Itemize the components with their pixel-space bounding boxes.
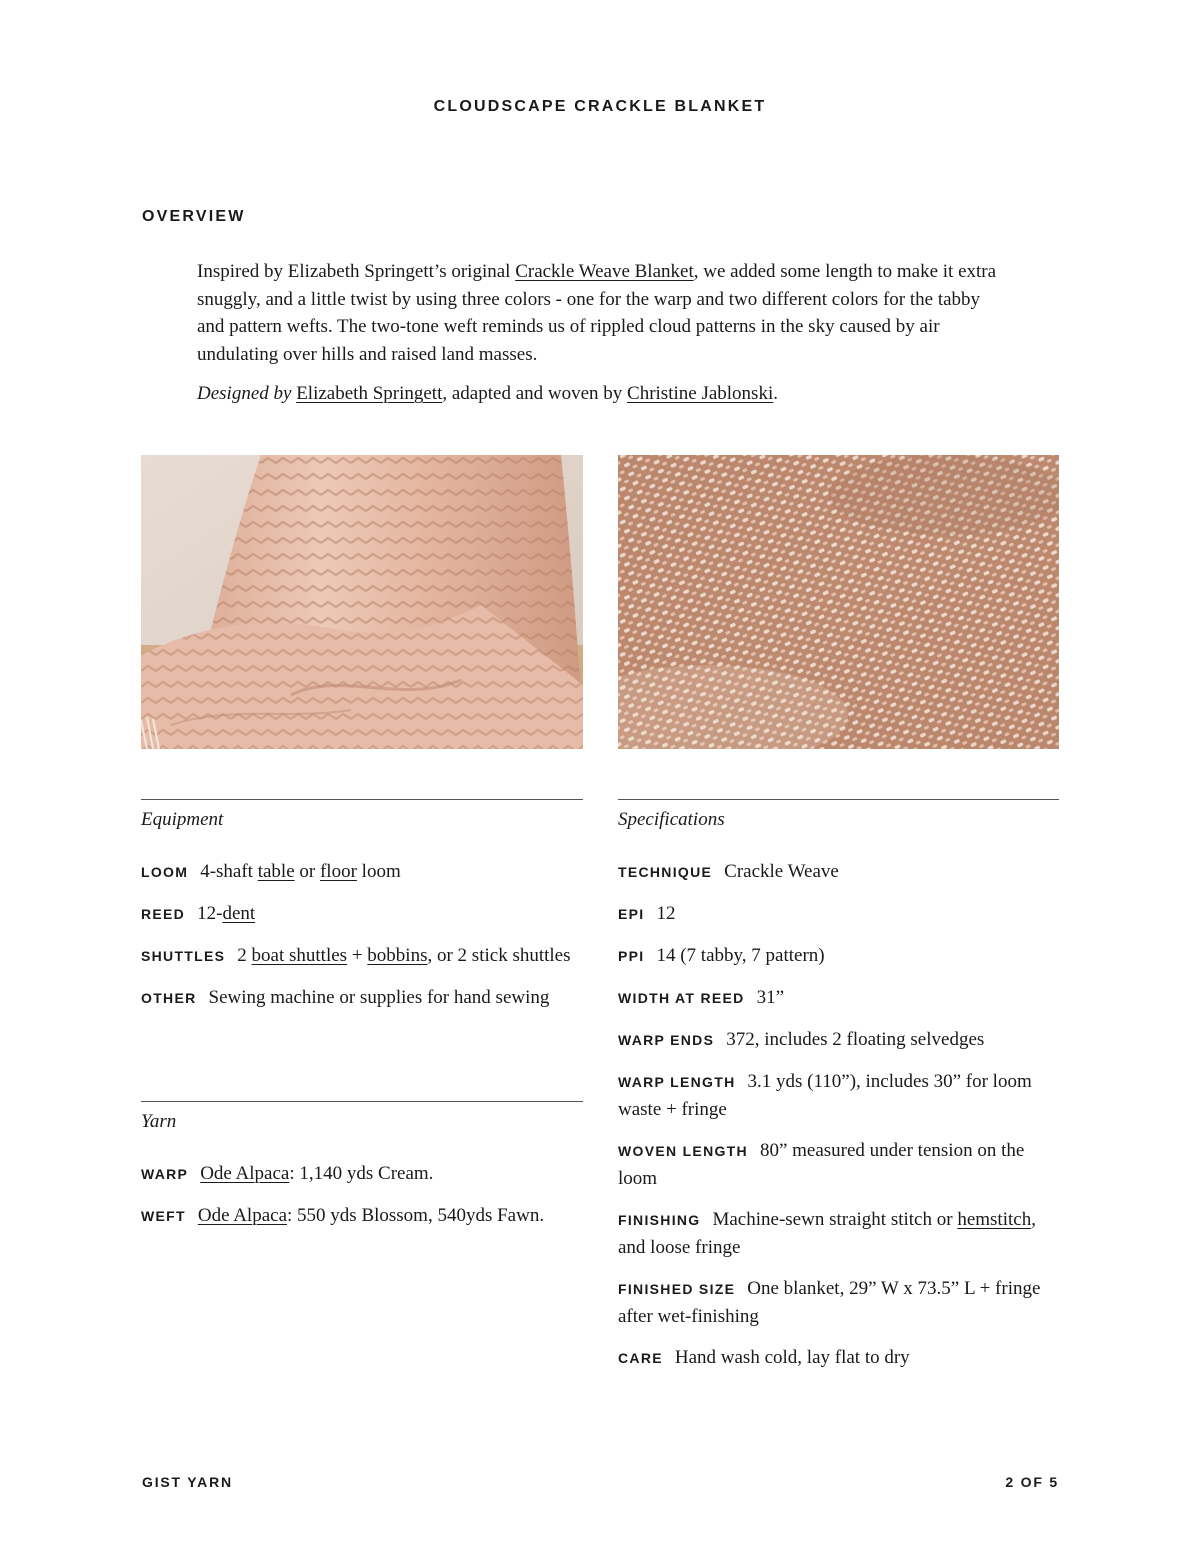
finished-size-label: FINISHED SIZE [618, 1281, 736, 1297]
reed-text: 12- [197, 903, 223, 924]
crackle-weave-blanket-link[interactable]: Crackle Weave Blanket [515, 261, 694, 282]
overview-text-start: Inspired by Elizabeth Springett’s original [197, 261, 516, 282]
overview-text-rest: , we added some length to make it extra snuggly, and a little twist by using three colors - one for the warp and two different colors for the tabby and pattern wefts. The two-tone weft reminds us of rippled cloud patterns in the sky caused by air undulating over hills and raised land masses. [197, 261, 997, 365]
warp-length-value: 3.1 yds (110”), includes 30” for loom waste + fringe [618, 1071, 1032, 1120]
epi-value: 12 [656, 903, 676, 924]
warp-ends-row [618, 1026, 1059, 1054]
weft-ode-alpaca-link[interactable]: Ode Alpaca [197, 1205, 288, 1226]
yarn-heading: Yarn [141, 1111, 177, 1132]
table-loom-link[interactable]: table [257, 861, 295, 882]
loom-or: or [294, 861, 320, 882]
other-value: Sewing machine or supplies for hand sewing [208, 987, 550, 1008]
care-label: CARE [618, 1350, 663, 1366]
equipment-divider [141, 799, 583, 800]
yarn-divider [141, 1101, 583, 1102]
equipment-list [141, 858, 583, 1012]
warp-ends-value: 372, includes 2 floating selvedges [726, 1029, 985, 1050]
finished-size-value: One blanket, 29” W x 73.5” L + fringe after wet-finishing [618, 1278, 1041, 1327]
overview-heading: OVERVIEW [142, 208, 246, 225]
yarn-section [141, 1101, 583, 1244]
weft-yarn-label: WEFT [141, 1208, 186, 1224]
ppi-value: 14 (7 tabby, 7 pattern) [656, 945, 825, 966]
loom-text: 4-shaft [200, 861, 258, 882]
warp-length-row [618, 1068, 1059, 1123]
bobbins-link[interactable]: bobbins [367, 945, 428, 966]
finished-size-row [618, 1275, 1059, 1330]
document-title: CLOUDSCAPE CRACKLE BLANKET [433, 98, 767, 115]
ppi-row [618, 942, 1059, 970]
equipment-section [141, 799, 583, 1026]
specifications-section [618, 799, 1059, 1386]
finishing-label: FINISHING [618, 1212, 701, 1228]
reed-row [141, 900, 583, 928]
loom-label: LOOM [141, 864, 189, 880]
designed-by-label: Designed by [197, 383, 292, 404]
finishing-text: Machine-sewn straight stitch or [712, 1209, 958, 1230]
weft-yarn-row [141, 1202, 583, 1230]
woven-length-value: 80” measured under tension on the loom [618, 1140, 1025, 1189]
page-number: 2 OF 5 [1005, 1474, 1059, 1490]
overview-paragraph [197, 258, 1012, 368]
epi-row [618, 900, 1059, 928]
specifications-heading: Specifications [618, 809, 725, 830]
boat-shuttles-link[interactable]: boat shuttles [251, 945, 348, 966]
shuttles-label: SHUTTLES [141, 948, 226, 964]
woven-length-label: WOVEN LENGTH [618, 1143, 748, 1159]
weft-yarn-value: : 550 yds Blossom, 540yds Fawn. [287, 1205, 545, 1226]
warp-yarn-value: : 1,140 yds Cream. [289, 1163, 434, 1184]
warp-ends-label: WARP ENDS [618, 1032, 715, 1048]
other-label: OTHER [141, 990, 197, 1006]
dent-link[interactable]: dent [222, 903, 256, 924]
care-value: Hand wash cold, lay flat to dry [674, 1347, 910, 1368]
shuttles-text: 2 [237, 945, 252, 966]
designer-link[interactable]: Elizabeth Springett [296, 383, 443, 404]
reed-label: REED [141, 906, 186, 922]
specifications-list [618, 858, 1059, 1372]
weaver-link[interactable]: Christine Jablonski [627, 383, 774, 404]
width-at-reed-row [618, 984, 1059, 1012]
draped-blanket-image [141, 455, 583, 749]
draped-blanket-photo [141, 455, 583, 749]
finishing-row [618, 1206, 1059, 1261]
technique-label: TECHNIQUE [618, 864, 713, 880]
other-row [141, 984, 583, 1012]
ppi-label: PPI [618, 948, 645, 964]
hemstitch-link[interactable]: hemstitch [957, 1209, 1032, 1230]
warp-length-label: WARP LENGTH [618, 1074, 736, 1090]
footer-brand: GIST YARN [142, 1474, 233, 1490]
warp-yarn-row [141, 1160, 583, 1188]
warp-ode-alpaca-link[interactable]: Ode Alpaca [200, 1163, 290, 1184]
loom-suffix: loom [356, 861, 401, 882]
equipment-heading: Equipment [141, 809, 224, 830]
credit-line [197, 380, 1012, 408]
overview-body [197, 258, 1012, 408]
woven-length-row [618, 1137, 1059, 1192]
care-row [618, 1344, 1059, 1372]
yarn-list [141, 1160, 583, 1230]
shuttles-suffix: , or 2 stick shuttles [427, 945, 571, 966]
epi-label: EPI [618, 906, 645, 922]
weave-closeup-image [618, 455, 1059, 749]
technique-row [618, 858, 1059, 886]
adapted-text: , adapted and woven by [442, 383, 628, 404]
loom-row [141, 858, 583, 886]
warp-yarn-label: WARP [141, 1166, 189, 1182]
finishing-suffix: , and loose fringe [618, 1209, 1036, 1258]
shuttles-row [141, 942, 583, 970]
specifications-divider [618, 799, 1059, 800]
weave-closeup-photo [618, 455, 1059, 749]
credit-period: . [773, 383, 778, 404]
width-at-reed-value: 31” [756, 987, 784, 1008]
shuttles-plus: + [347, 945, 368, 966]
technique-value: Crackle Weave [724, 861, 839, 882]
floor-loom-link[interactable]: floor [319, 861, 357, 882]
width-at-reed-label: WIDTH AT REED [618, 990, 745, 1006]
